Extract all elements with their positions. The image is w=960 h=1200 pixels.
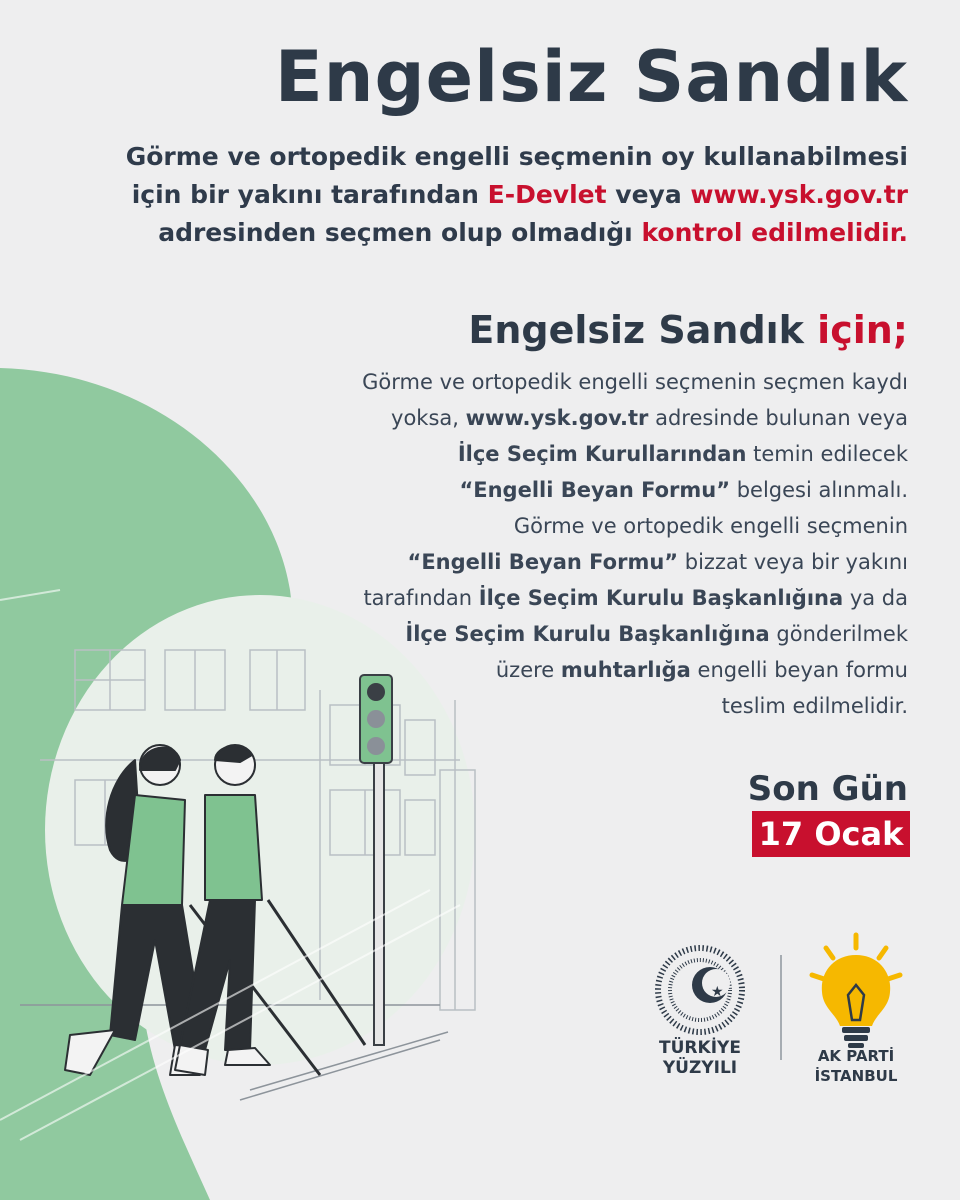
ysk-link: www.ysk.gov.tr (690, 180, 908, 209)
section-heading (468, 300, 908, 360)
text-span: temin edilecek (746, 442, 908, 466)
text-span: tarafından (363, 586, 479, 610)
bold-span: İlçe Seçim Kurulu Başkanlığına (405, 622, 770, 646)
paragraph-line (363, 544, 908, 580)
text-span: belgesi alınmalı. (730, 478, 908, 502)
ysk-link-bold: www.ysk.gov.tr (465, 406, 649, 430)
bold-span: İlçe Seçim Kurulu Başkanlığına (478, 586, 844, 610)
bold-span: “Engelli Beyan Formu” (407, 550, 679, 574)
deadline-label: Son Gün (747, 769, 908, 809)
text-span: üzere (495, 658, 561, 682)
logo-text-line: YÜZYILI (662, 1058, 738, 1078)
paragraph-line (363, 580, 908, 616)
paragraph-line (362, 436, 908, 472)
e-devlet-highlight: E-Devlet (487, 180, 607, 209)
logo-text-line: TÜRKİYE (659, 1038, 741, 1058)
intro-text-span: veya (606, 180, 691, 209)
text-span: bizzat veya bir yakını (678, 550, 908, 574)
text-span: adresinde bulunan veya (648, 406, 908, 430)
paragraph-line (362, 400, 908, 436)
logo-text-line: İSTANBUL (814, 1067, 898, 1085)
svg-text:★: ★ (711, 984, 724, 1000)
turkiye-yuzyili-emblem-icon (658, 948, 742, 1032)
text-span: gönderilmek (769, 622, 908, 646)
ak-parti-bulb-icon (812, 935, 900, 1048)
turkiye-yuzyili-logo-text (640, 1038, 760, 1078)
paragraph-submission (363, 508, 908, 724)
deadline-date-badge: 17 Ocak (752, 811, 910, 857)
section-heading-main: Engelsiz Sandık (468, 308, 818, 352)
intro-text-span: adresinden seçmen olup olmadığı (158, 218, 642, 247)
paragraph-registration (362, 364, 908, 508)
section-heading-accent: için; (817, 308, 908, 352)
bold-span: muhtarlığa (560, 658, 691, 682)
paragraph-line: Görme ve ortopedik engelli seçmenin (513, 514, 908, 538)
page-title: Engelsiz Sandık (274, 36, 908, 118)
intro-line (126, 176, 908, 214)
text-span: yoksa, (391, 406, 466, 430)
paragraph-line (363, 616, 908, 652)
intro-line (126, 214, 908, 252)
intro-text-span: için bir yakını tarafından (131, 180, 488, 209)
logo-text-line: AK PARTİ (817, 1047, 895, 1065)
text-span: engelli beyan formu (690, 658, 908, 682)
bold-span: İlçe Seçim Kurullarından (457, 442, 747, 466)
bold-span: “Engelli Beyan Formu” (459, 478, 731, 502)
ak-parti-logo-text (800, 1046, 912, 1086)
control-highlight: kontrol edilmelidir. (641, 218, 908, 247)
intro-text (126, 138, 908, 252)
paragraph-line (363, 652, 908, 688)
text-span: ya da (843, 586, 908, 610)
paragraph-line: Görme ve ortopedik engelli seçmenin seçmen kaydı (362, 370, 908, 394)
intro-line: Görme ve ortopedik engelli seçmenin oy kullanabilmesi (125, 142, 908, 171)
paragraph-line: teslim edilmelidir. (721, 694, 908, 718)
paragraph-line (362, 472, 908, 508)
